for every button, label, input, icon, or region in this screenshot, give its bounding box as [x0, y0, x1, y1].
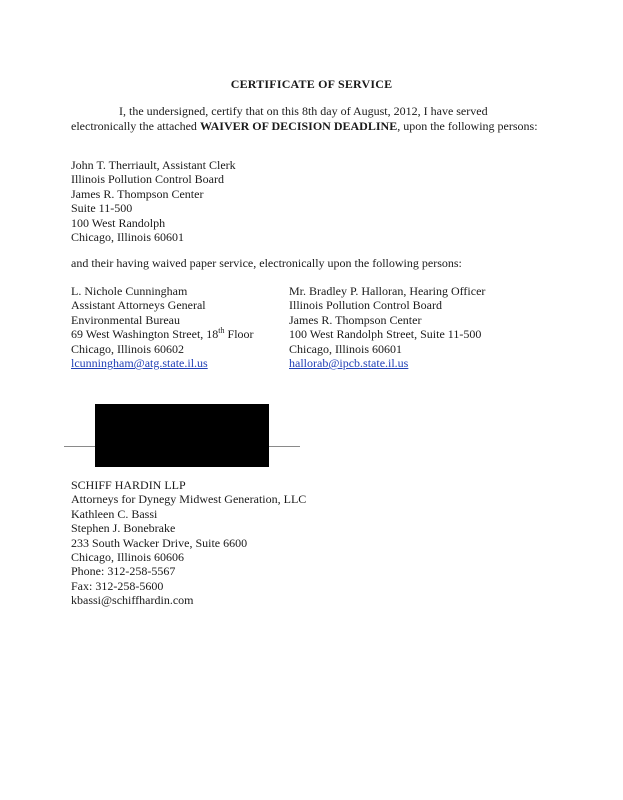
address-line: Suite 11-500: [71, 201, 133, 216]
document-name: WAIVER OF DECISION DEADLINE: [199, 119, 398, 133]
firm-city: Chicago, Illinois 60606: [71, 550, 184, 565]
address-line: 100 West Randolph: [71, 215, 166, 230]
address-line: Chicago, Illinois 60601: [71, 230, 184, 245]
recipient-name: Mr. Bradley P. Halloran, Hearing Officer: [289, 284, 486, 298]
firm-fax: Fax: 312-258-5600: [71, 578, 164, 593]
left-recipient-address: [71, 284, 254, 370]
signature-redaction: [95, 404, 269, 467]
recipient-name: L. Nichole Cunningham: [71, 284, 188, 298]
signature-block: [71, 478, 306, 608]
recipient-building: James R. Thompson Center: [289, 312, 422, 327]
address-line: Illinois Pollution Control Board: [71, 172, 225, 187]
right-recipient-address: [289, 284, 485, 370]
firm-role: Attorneys for Dynegy Midwest Generation, LLC: [71, 492, 307, 507]
recipient-street: 69 West Washington Street, 18th Floor: [71, 326, 254, 342]
firm-street: 233 South Wacker Drive, Suite 6600: [71, 535, 248, 550]
address-line: John T. Therriault, Assistant Clerk: [71, 158, 236, 172]
intro-text-before: I, the undersigned, certify that on this 8th day of August, 2012, I have served electronically the attached: [71, 104, 488, 133]
firm-email: kbassi@schiffhardin.com: [71, 593, 194, 608]
firm-name: SCHIFF HARDIN LLP: [71, 478, 186, 492]
recipient-city: Chicago, Illinois 60602: [71, 341, 184, 356]
intro-paragraph: [71, 104, 541, 134]
intro-text-after: , upon the following persons:: [397, 119, 538, 133]
page-title: CERTIFICATE OF SERVICE: [230, 77, 393, 91]
attorney-name: Kathleen C. Bassi: [71, 506, 158, 521]
recipient-agency: Illinois Pollution Control Board: [289, 298, 443, 313]
recipient-title: Assistant Attorneys General: [71, 298, 206, 313]
primary-recipient-address: [71, 158, 236, 244]
attorney-name: Stephen J. Bonebrake: [71, 521, 176, 536]
recipient-street: 100 West Randolph Street, Suite 11-500: [289, 327, 482, 342]
recipient-city: Chicago, Illinois 60601: [289, 341, 402, 356]
recipient-email-link[interactable]: hallorab@ipcb.state.il.us: [289, 356, 409, 371]
recipient-email-link[interactable]: lcunningham@atg.state.il.us: [71, 356, 208, 371]
recipient-office: Environmental Bureau: [71, 312, 180, 327]
firm-phone: Phone: 312-258-5567: [71, 564, 176, 579]
waived-service-sentence: and their having waived paper service, electronically upon the following persons:: [71, 256, 462, 270]
address-line: James R. Thompson Center: [71, 186, 204, 201]
